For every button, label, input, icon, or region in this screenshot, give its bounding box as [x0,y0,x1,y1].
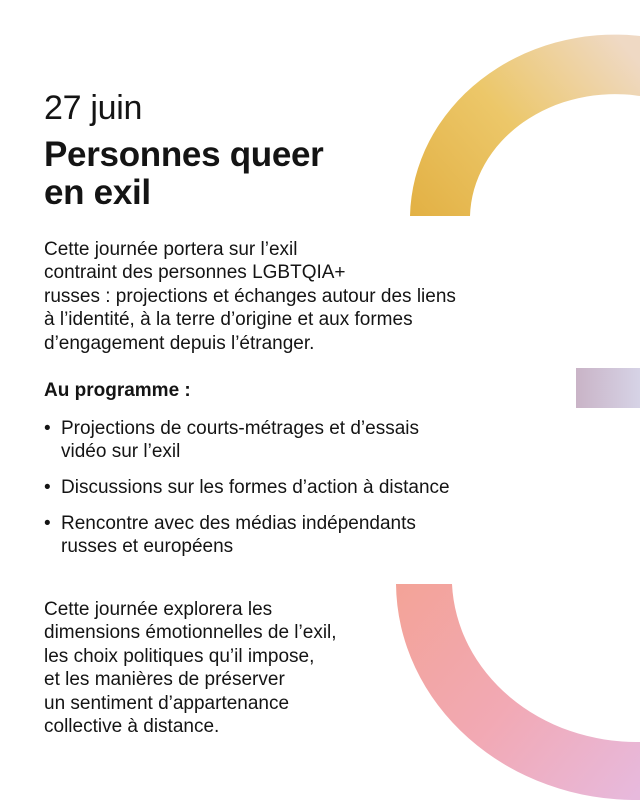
program-list [44,417,524,558]
outro-line: les choix politiques qu’il impose, [44,645,315,667]
program-item [44,476,524,499]
program-item-line: vidéo sur l’exil [61,441,181,463]
event-date: 27 juin [44,89,143,127]
intro-line: d’engagement depuis l’étranger. [44,332,315,354]
content-column [44,88,524,738]
outro-line: Cette journée explorera les [44,599,273,621]
bullet-icon: • [44,418,51,440]
program-item-line: Rencontre avec des médias indépendants [61,513,416,535]
program-item [44,512,524,558]
outro-paragraph [44,598,524,738]
program-item-line: Projections de courts-métrages et d’essais [61,418,419,440]
program-item-line: russes et européens [61,536,234,558]
intro-paragraph [44,238,524,355]
outro-line: dimensions émotionnelles de l’exil, [44,622,337,644]
title-line: Personnes queer [44,135,324,174]
intro-line: Cette journée portera sur l’exil [44,239,298,260]
intro-line: contraint des personnes LGBTQIA+ [44,262,346,284]
intro-line: russes : projections et échanges autour des liens [44,285,456,307]
title-line: en exil [44,173,151,212]
arc-middle-band [576,368,640,408]
program-heading: Au programme : [44,380,191,402]
outro-line: collective à distance. [44,716,220,738]
program-item [44,417,524,463]
intro-line: à l’identité, à la terre d’origine et aux formes [44,309,413,331]
bullet-icon: • [44,513,51,535]
program-item-line: Discussions sur les formes d’action à distance [61,477,450,499]
outro-line: un sentiment d’appartenance [44,692,290,714]
event-title [44,136,524,212]
outro-line: et les manières de préserver [44,669,285,691]
bullet-icon: • [44,477,51,499]
